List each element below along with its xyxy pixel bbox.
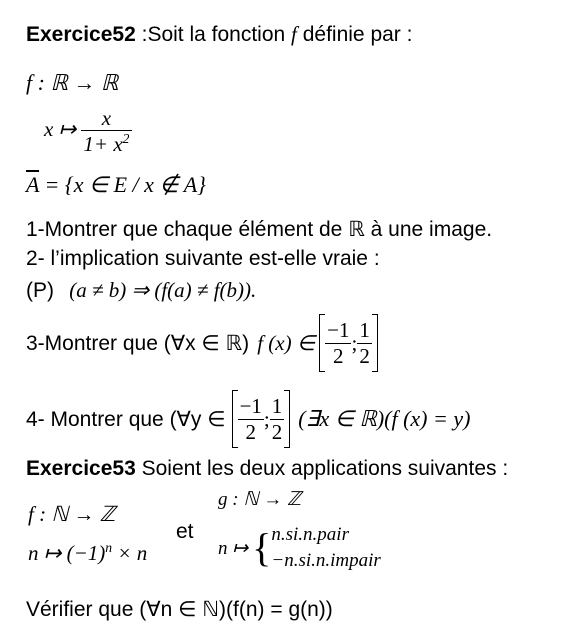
interval-separator: ; xyxy=(263,406,270,431)
interval-lower-fraction xyxy=(325,318,351,367)
verify-statement xyxy=(26,597,333,622)
interval-upper-numerator: 1 xyxy=(271,394,283,419)
interval-upper-fraction xyxy=(357,318,372,367)
interval-upper-denominator: 2 xyxy=(359,343,370,368)
right-bracket xyxy=(372,314,378,372)
conjunction-et: et xyxy=(176,520,194,543)
interval-upper-denominator: 2 xyxy=(271,419,283,444)
interval-lower-numerator: −1 xyxy=(239,394,262,419)
g-case-impair: −n.si.n.impair xyxy=(271,550,381,571)
question-4-suffix: (∃x ∈ ℝ)(f (x) = y) xyxy=(298,406,471,431)
f-rule-end: × n xyxy=(112,541,148,565)
g-rule-lhs: n ↦ xyxy=(218,537,249,559)
f-map: f : ℕ → ℤ xyxy=(28,502,116,526)
function-rule xyxy=(44,106,132,156)
question-2: 2- l’implication suivante est-elle vraie : xyxy=(26,247,380,270)
f-rule xyxy=(28,540,147,566)
function-rule-denominator xyxy=(81,131,131,156)
exercise-52-intro-end: définie par : xyxy=(296,23,413,46)
function-rule-lhs: x ↦ xyxy=(44,116,77,141)
g-map: g : ℕ → ℤ xyxy=(218,489,302,510)
interval-lower-fraction xyxy=(238,394,264,443)
exercise-52-intro: :Soit la fonction xyxy=(135,23,292,46)
function-domain-map: f : ℝ → ℝ xyxy=(26,70,119,95)
f-rule-exponent: n xyxy=(105,540,113,555)
function-rule-fraction xyxy=(81,106,131,156)
proposition-formula: (a ≠ b) ⇒ (f(a) ≠ f(b)). xyxy=(69,278,257,302)
question-4 xyxy=(26,388,470,450)
g-cases xyxy=(271,522,380,574)
exercise-52-heading xyxy=(26,22,412,47)
proposition-label: (P) xyxy=(26,279,54,302)
interval-separator: ; xyxy=(351,330,358,355)
verify-text: Vérifier que (∀n ∈ ℕ)(f(n) = g(n)) xyxy=(26,598,333,621)
function-rule-numerator: x xyxy=(81,106,131,131)
exercise-53-heading xyxy=(26,457,508,481)
g-rule xyxy=(218,522,381,574)
f-rule-base: n ↦ (−1) xyxy=(28,541,106,565)
proposition-p xyxy=(26,278,256,303)
g-case-pair: n.si.n.pair xyxy=(271,524,349,545)
function-symbol: f xyxy=(291,22,297,46)
brace-icon: { xyxy=(252,525,272,570)
right-bracket xyxy=(284,390,290,448)
exercise-52-title: Exercice52 xyxy=(26,23,136,46)
complement-set: $\overline{A}$ xyxy=(26,172,40,197)
question-4-prefix: 4- Montrer que (∀y ∈ xyxy=(26,407,226,431)
question-3-prefix: 3-Montrer que (∀x ∈ ℝ) xyxy=(26,331,250,355)
exercise-53-title: Exercice53 xyxy=(26,457,136,480)
denominator-base: 1+ x xyxy=(83,132,123,157)
interval-upper-fraction xyxy=(270,394,285,443)
complement-definition xyxy=(26,172,206,198)
interval-upper-numerator: 1 xyxy=(359,318,370,343)
denominator-exponent: 2 xyxy=(122,131,130,147)
question-1: 1-Montrer que chaque élément de ℝ à une image. xyxy=(26,218,493,241)
question-3 xyxy=(26,312,378,374)
interval-lower-denominator: 2 xyxy=(333,343,344,368)
complement-rule: = {x ∈ E / x ∉ A} xyxy=(39,172,206,197)
question-3-fx: f (x) ∈ xyxy=(257,330,316,355)
exercise-53-intro: Soient les deux applications suivantes : xyxy=(135,457,509,480)
interval-lower-denominator: 2 xyxy=(245,419,256,444)
interval-lower-numerator: −1 xyxy=(327,318,350,343)
